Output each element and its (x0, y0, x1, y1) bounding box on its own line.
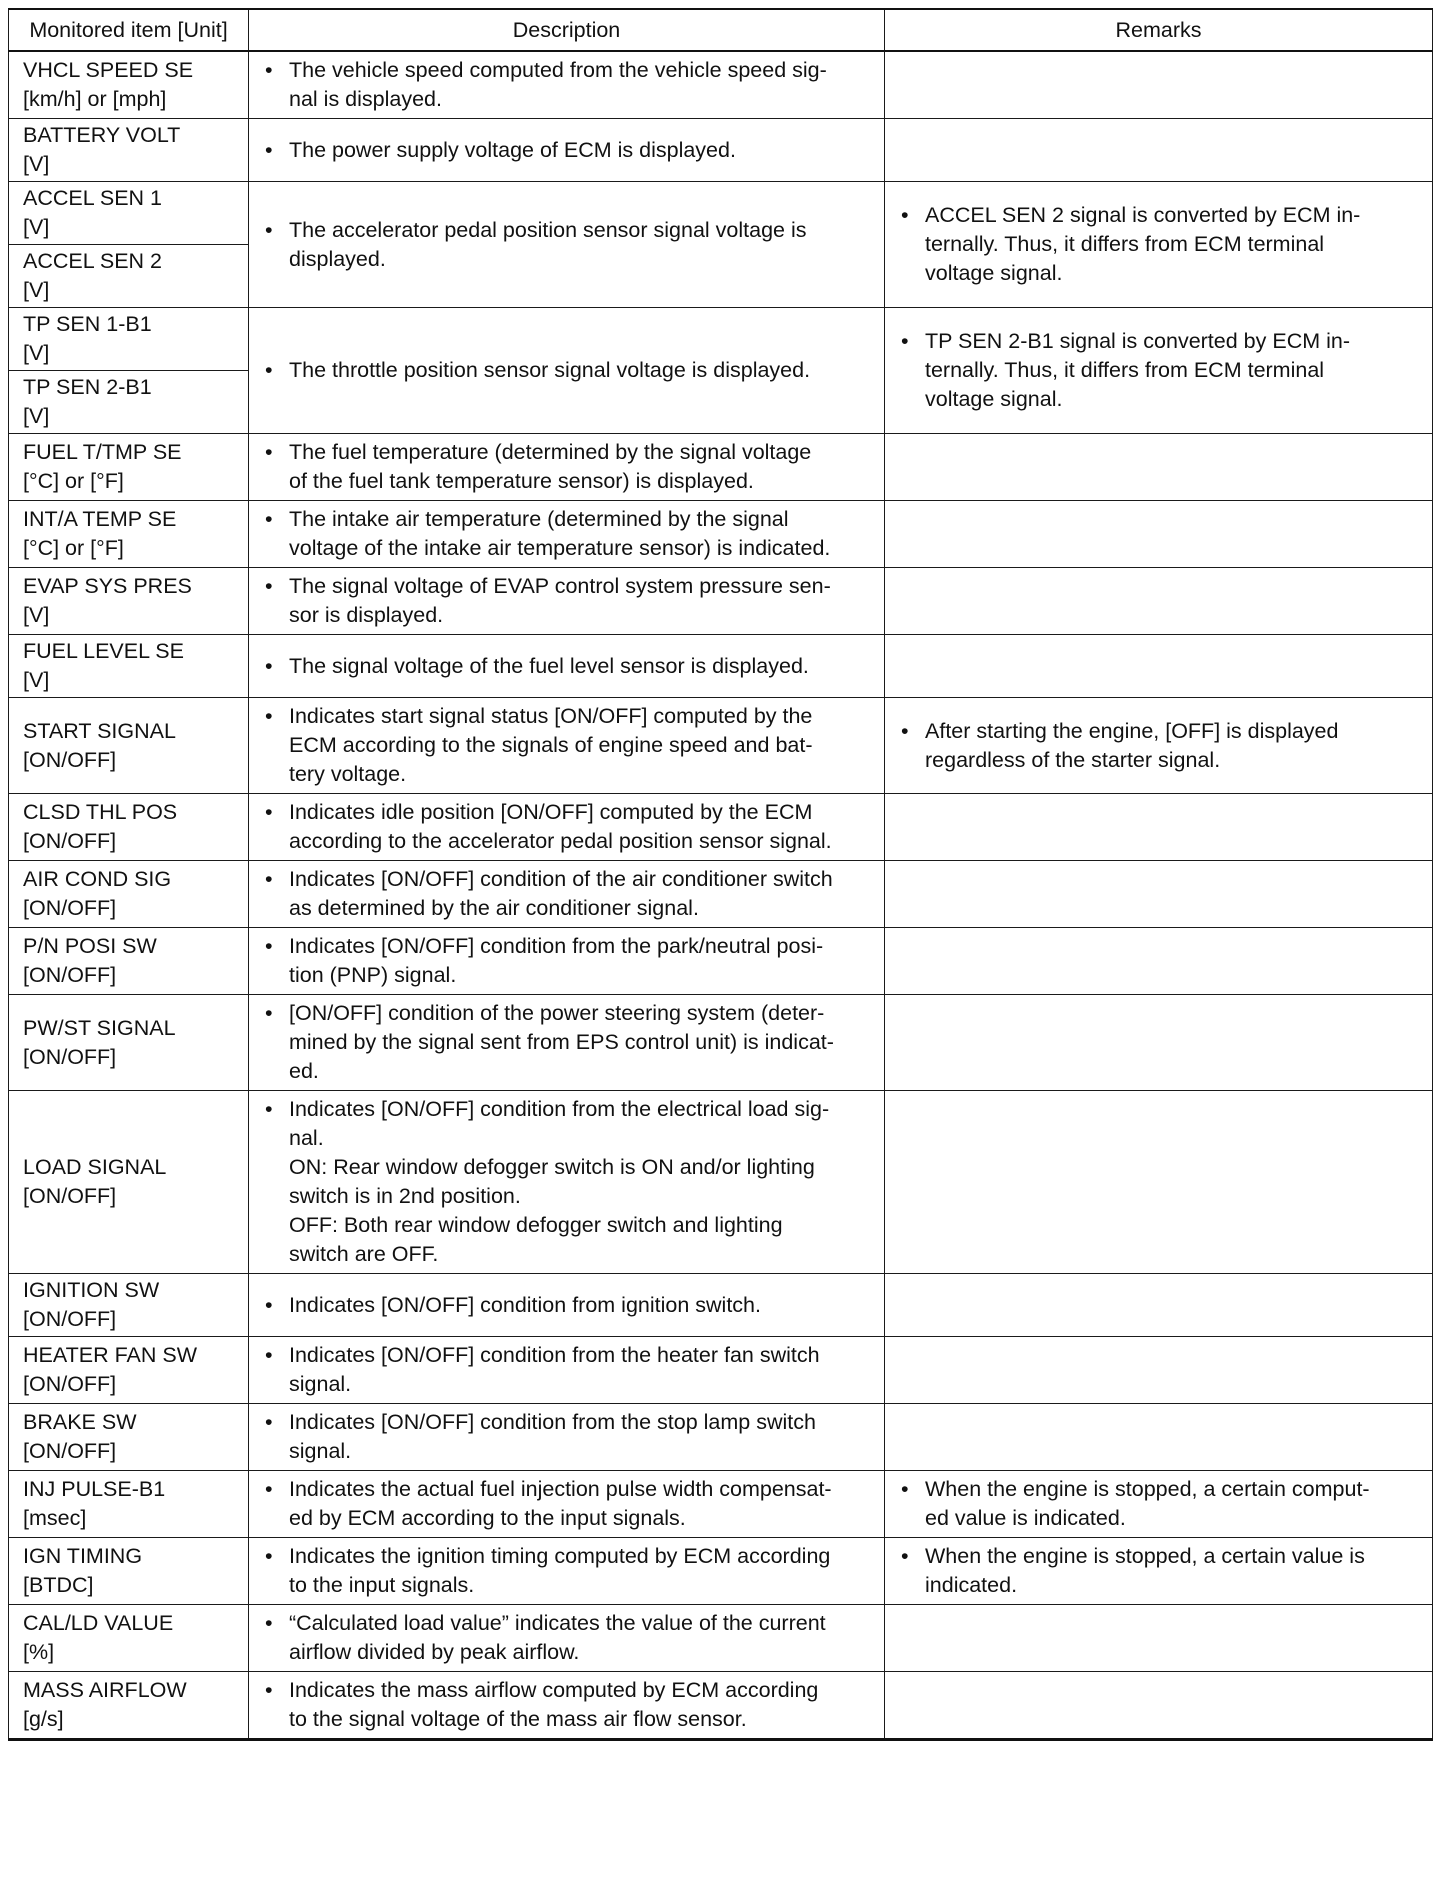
remarks-cell (885, 698, 1433, 794)
bullet-item (885, 197, 1432, 292)
description-cell (249, 1404, 885, 1471)
table-row (9, 1091, 1433, 1274)
description-cell (249, 434, 885, 501)
monitored-item-cell (9, 861, 249, 928)
remarks-cell-line: regardless of the starter signal. (925, 747, 1221, 772)
monitored-item-name: TP SEN 1-B1 (23, 312, 152, 336)
monitored-item-name: FUEL LEVEL SE (23, 639, 184, 663)
monitored-item-name: P/N POSI SW (23, 934, 157, 958)
monitored-item-name: START SIGNAL (23, 718, 176, 743)
monitored-item-unit: [ON/OFF] (23, 1044, 117, 1069)
bullet-icon: • (265, 934, 273, 958)
monitor-item-table (8, 8, 1433, 1741)
bullet-icon: • (901, 1477, 909, 1501)
monitored-item-cell (9, 635, 249, 698)
monitored-item-cell (9, 1672, 249, 1740)
monitored-item-name: CLSD THL POS (23, 800, 178, 824)
remarks-cell-line: indicated. (925, 1573, 1018, 1597)
monitored-item-name: AIR COND SIG (23, 867, 172, 891)
monitored-item-unit: [V] (23, 152, 50, 176)
bullet-item (885, 323, 1432, 418)
remarks-cell-line: voltage signal. (925, 387, 1063, 411)
table-row (9, 1538, 1433, 1605)
bullet-item (249, 501, 884, 567)
bullet-icon: • (265, 800, 273, 824)
remarks-cell-line: When the engine is stopped, a certain comput- (925, 1477, 1370, 1501)
description-cell (249, 568, 885, 635)
bullet-item (249, 1672, 884, 1738)
monitored-item-unit: [°C] or [°F] (23, 536, 124, 560)
monitored-item-name: PW/ST SIGNAL (23, 1015, 176, 1040)
monitored-item-name: EVAP SYS PRES (23, 574, 192, 598)
description-cell-line: “Calculated load value” indicates the value of the current (289, 1611, 826, 1635)
description-cell-line: tion (PNP) signal. (289, 963, 457, 987)
description-cell-line: ON: Rear window defogger switch is ON and/or lighting (289, 1155, 815, 1179)
description-cell-line: The power supply voltage of ECM is displayed. (289, 137, 736, 162)
description-cell (249, 308, 885, 434)
description-cell-line: The signal voltage of EVAP control system pressure sen- (289, 574, 831, 598)
remarks-cell-line: ternally. Thus, it differs from ECM terminal (925, 232, 1325, 256)
monitored-item-cell (9, 1471, 249, 1538)
description-cell-line: to the signal voltage of the mass air flow sensor. (289, 1707, 747, 1731)
monitored-item-cell (9, 1091, 249, 1274)
description-cell-line: The vehicle speed computed from the vehicle speed sig- (289, 58, 827, 82)
description-cell-line: The fuel temperature (determined by the signal voltage (289, 440, 812, 464)
monitored-item-name: TP SEN 2-B1 (23, 375, 152, 399)
description-cell-line: to the input signals. (289, 1573, 475, 1597)
header-remarks: Remarks (885, 9, 1433, 51)
bullet-item (249, 1471, 884, 1537)
bullet-icon: • (901, 718, 909, 743)
description-cell (249, 1091, 885, 1274)
description-cell (249, 1605, 885, 1672)
bullet-item (249, 698, 884, 793)
description-cell-line: The intake air temperature (determined by the signal (289, 507, 789, 531)
table-row (9, 119, 1433, 182)
table-row (9, 928, 1433, 995)
description-cell-line: Indicates start signal status [ON/OFF] computed by the (289, 704, 813, 728)
remarks-cell-line: TP SEN 2-B1 signal is converted by ECM in- (925, 329, 1350, 353)
monitored-item-name: IGNITION SW (23, 1278, 160, 1302)
bullet-icon: • (265, 1611, 273, 1635)
description-cell-line: voltage of the intake air temperature sensor) is indicated. (289, 536, 831, 560)
remarks-cell (885, 928, 1433, 995)
description-cell-line: The accelerator pedal position sensor signal voltage is (289, 217, 807, 242)
monitored-item-name: INT/A TEMP SE (23, 507, 177, 531)
table-row (9, 1337, 1433, 1404)
table-row (9, 861, 1433, 928)
remarks-cell (885, 635, 1433, 698)
description-cell (249, 501, 885, 568)
description-cell-line: Indicates the ignition timing computed by ECM according (289, 1544, 831, 1568)
description-cell (249, 928, 885, 995)
monitored-item-cell (9, 308, 249, 371)
monitored-item-unit: [V] (23, 404, 50, 428)
monitored-item-unit: [ON/OFF] (23, 1184, 117, 1208)
monitored-item-cell (9, 51, 249, 119)
remarks-cell-line: voltage signal. (925, 261, 1063, 285)
monitored-item-cell (9, 245, 249, 308)
table-row (9, 568, 1433, 635)
bullet-icon: • (265, 1097, 273, 1121)
bullet-icon: • (265, 653, 273, 678)
table-row (9, 182, 1433, 245)
bullet-icon: • (265, 1678, 273, 1702)
description-cell-line: according to the accelerator pedal position sensor signal. (289, 829, 832, 853)
monitored-item-cell (9, 1404, 249, 1471)
monitored-item-cell (9, 698, 249, 794)
description-cell-line: Indicates [ON/OFF] condition from the electrical load sig- (289, 1097, 830, 1121)
monitored-item-name: ACCEL SEN 1 (23, 186, 163, 210)
bullet-item (249, 995, 884, 1090)
remarks-cell (885, 1091, 1433, 1274)
monitored-item-unit: [ON/OFF] (23, 829, 117, 853)
description-cell-line: airflow divided by peak airflow. (289, 1640, 580, 1664)
bullet-icon: • (265, 867, 273, 891)
monitored-item-unit: [V] (23, 668, 50, 692)
remarks-cell (885, 119, 1433, 182)
monitored-item-name: CAL/LD VALUE (23, 1611, 174, 1635)
description-cell-line: mined by the signal sent from EPS control unit) is indicat- (289, 1030, 834, 1054)
bullet-item (249, 1404, 884, 1470)
description-cell (249, 635, 885, 698)
monitored-item-unit: [BTDC] (23, 1573, 94, 1597)
monitored-item-cell (9, 1538, 249, 1605)
bullet-icon: • (901, 1544, 909, 1568)
bullet-icon: • (265, 1477, 273, 1501)
remarks-cell (885, 1404, 1433, 1471)
bullet-item (249, 434, 884, 500)
description-cell-line: signal. (289, 1439, 352, 1463)
monitored-item-cell (9, 995, 249, 1091)
remarks-cell (885, 1337, 1433, 1404)
bullet-icon: • (265, 1343, 273, 1367)
description-cell-line: sor is displayed. (289, 603, 444, 627)
bullet-item (249, 1605, 884, 1671)
remarks-cell (885, 861, 1433, 928)
remarks-cell (885, 794, 1433, 861)
description-cell (249, 794, 885, 861)
bullet-item (249, 132, 884, 169)
description-cell-line: [ON/OFF] condition of the power steering system (deter- (289, 1001, 825, 1025)
remarks-cell (885, 182, 1433, 308)
monitored-item-unit: [ON/OFF] (23, 963, 117, 987)
description-cell (249, 182, 885, 308)
monitored-item-unit: [g/s] (23, 1707, 64, 1731)
bullet-icon: • (265, 358, 273, 382)
table-row (9, 794, 1433, 861)
description-cell-line: Indicates idle position [ON/OFF] computed by the ECM (289, 800, 813, 824)
remarks-cell-line: When the engine is stopped, a certain value is (925, 1544, 1365, 1568)
monitored-item-unit: [msec] (23, 1506, 87, 1530)
monitored-item-name: ACCEL SEN 2 (23, 249, 163, 273)
bullet-item (249, 1337, 884, 1403)
monitored-item-name: FUEL T/TMP SE (23, 440, 182, 464)
bullet-icon: • (265, 1292, 273, 1317)
header-description: Description (249, 9, 885, 51)
remarks-cell (885, 1605, 1433, 1672)
remarks-cell (885, 995, 1433, 1091)
table-row (9, 1672, 1433, 1740)
remarks-cell (885, 434, 1433, 501)
description-cell-line: The throttle position sensor signal voltage is displayed. (289, 358, 811, 382)
description-cell-line: tery voltage. (289, 762, 407, 786)
bullet-item (249, 1091, 884, 1273)
monitored-item-name: VHCL SPEED SE (23, 58, 194, 82)
bullet-item (249, 928, 884, 994)
remarks-cell (885, 1471, 1433, 1538)
bullet-item (249, 861, 884, 927)
description-cell-line: Indicates [ON/OFF] condition from ignition switch. (289, 1292, 761, 1317)
monitored-item-cell (9, 371, 249, 434)
monitored-item-unit: [%] (23, 1640, 55, 1664)
description-cell-line: of the fuel tank temperature sensor) is displayed. (289, 469, 754, 493)
table-row (9, 51, 1433, 119)
description-cell (249, 119, 885, 182)
bullet-icon: • (265, 440, 273, 464)
monitored-item-cell (9, 794, 249, 861)
description-cell-line: switch are OFF. (289, 1242, 439, 1266)
table-row (9, 1404, 1433, 1471)
table-row (9, 308, 1433, 371)
header-row (9, 9, 1433, 51)
monitored-item-unit: [ON/OFF] (23, 1439, 117, 1463)
table-row (9, 501, 1433, 568)
description-cell-line: Indicates [ON/OFF] condition from the park/neutral posi- (289, 934, 824, 958)
bullet-icon: • (265, 58, 273, 82)
description-cell-line: nal is displayed. (289, 87, 442, 111)
remarks-cell (885, 501, 1433, 568)
table-row (9, 635, 1433, 698)
bullet-item (249, 352, 884, 389)
bullet-icon: • (265, 704, 273, 728)
remarks-cell-line: After starting the engine, [OFF] is displayed (925, 718, 1339, 743)
bullet-icon: • (901, 329, 909, 353)
monitored-item-unit: [ON/OFF] (23, 1307, 117, 1331)
description-cell-line: Indicates [ON/OFF] condition of the air conditioner switch (289, 867, 833, 891)
monitored-item-name: LOAD SIGNAL (23, 1155, 167, 1179)
table-row (9, 1471, 1433, 1538)
description-cell-line: Indicates [ON/OFF] condition from the heater fan switch (289, 1343, 820, 1367)
description-cell-line: displayed. (289, 246, 386, 271)
bullet-icon: • (265, 1001, 273, 1025)
bullet-icon: • (265, 1544, 273, 1568)
description-cell-line: Indicates the actual fuel injection pulse width compensat- (289, 1477, 832, 1501)
bullet-icon: • (265, 574, 273, 598)
description-cell-line: OFF: Both rear window defogger switch and lighting (289, 1213, 783, 1237)
monitored-item-unit: [V] (23, 603, 50, 627)
table-row (9, 1274, 1433, 1337)
monitored-item-cell (9, 434, 249, 501)
bullet-item (885, 1471, 1432, 1537)
remarks-cell (885, 308, 1433, 434)
monitored-item-unit: [V] (23, 215, 50, 239)
header-monitored-item: Monitored item [Unit] (9, 9, 249, 51)
monitored-item-name: IGN TIMING (23, 1544, 143, 1568)
monitored-item-cell (9, 928, 249, 995)
bullet-item (249, 794, 884, 860)
description-cell (249, 1337, 885, 1404)
monitored-item-name: HEATER FAN SW (23, 1343, 198, 1367)
remarks-cell (885, 1672, 1433, 1740)
remarks-cell (885, 1538, 1433, 1605)
table-row (9, 434, 1433, 501)
monitored-item-unit: [ON/OFF] (23, 747, 117, 772)
description-cell (249, 698, 885, 794)
remarks-cell-line: ed value is indicated. (925, 1506, 1126, 1530)
monitored-item-unit: [°C] or [°F] (23, 469, 124, 493)
monitored-item-cell (9, 119, 249, 182)
remarks-cell (885, 1274, 1433, 1337)
remarks-cell (885, 51, 1433, 119)
description-cell-line: Indicates the mass airflow computed by ECM according (289, 1678, 819, 1702)
bullet-item (885, 713, 1432, 779)
bullet-item (249, 1538, 884, 1604)
description-cell (249, 1471, 885, 1538)
bullet-item (249, 1287, 884, 1324)
monitored-item-unit: [ON/OFF] (23, 896, 117, 920)
monitored-item-name: BRAKE SW (23, 1410, 137, 1434)
monitored-item-cell (9, 1274, 249, 1337)
monitored-item-unit: [V] (23, 278, 50, 302)
monitored-item-name: BATTERY VOLT (23, 123, 181, 147)
remarks-cell-line: ternally. Thus, it differs from ECM terminal (925, 358, 1325, 382)
bullet-item (885, 1538, 1432, 1604)
monitored-item-cell (9, 1605, 249, 1672)
bullet-icon: • (265, 507, 273, 531)
bullet-icon: • (265, 217, 273, 242)
description-cell (249, 1538, 885, 1605)
description-cell-line: ed by ECM according to the input signals. (289, 1506, 686, 1530)
bullet-icon: • (265, 1410, 273, 1434)
description-cell-line: as determined by the air conditioner signal. (289, 896, 699, 920)
description-cell-line: ed. (289, 1059, 319, 1083)
monitored-item-cell (9, 501, 249, 568)
description-cell-line: The signal voltage of the fuel level sensor is displayed. (289, 653, 809, 678)
description-cell-line: ECM according to the signals of engine speed and bat- (289, 733, 813, 757)
description-cell (249, 51, 885, 119)
description-cell-line: Indicates [ON/OFF] condition from the stop lamp switch (289, 1410, 816, 1434)
monitored-item-cell (9, 182, 249, 245)
monitored-item-cell (9, 1337, 249, 1404)
monitored-item-name: INJ PULSE-B1 (23, 1477, 166, 1501)
description-cell-line: signal. (289, 1372, 352, 1396)
bullet-item (249, 52, 884, 118)
monitored-item-unit: [km/h] or [mph] (23, 87, 167, 111)
description-cell (249, 1274, 885, 1337)
description-cell (249, 861, 885, 928)
bullet-item (249, 648, 884, 685)
description-cell (249, 1672, 885, 1740)
table-row (9, 1605, 1433, 1672)
table-row (9, 995, 1433, 1091)
monitored-item-cell (9, 568, 249, 635)
monitored-item-name: MASS AIRFLOW (23, 1678, 187, 1702)
description-cell-line: switch is in 2nd position. (289, 1184, 521, 1208)
table-row (9, 698, 1433, 794)
bullet-icon: • (901, 203, 909, 227)
remarks-cell (885, 568, 1433, 635)
description-cell-line: nal. (289, 1126, 324, 1150)
description-cell (249, 995, 885, 1091)
bullet-item (249, 212, 884, 278)
bullet-icon: • (265, 137, 273, 162)
monitored-item-unit: [V] (23, 341, 50, 365)
monitored-item-unit: [ON/OFF] (23, 1372, 117, 1396)
bullet-item (249, 568, 884, 634)
remarks-cell-line: ACCEL SEN 2 signal is converted by ECM in- (925, 203, 1361, 227)
